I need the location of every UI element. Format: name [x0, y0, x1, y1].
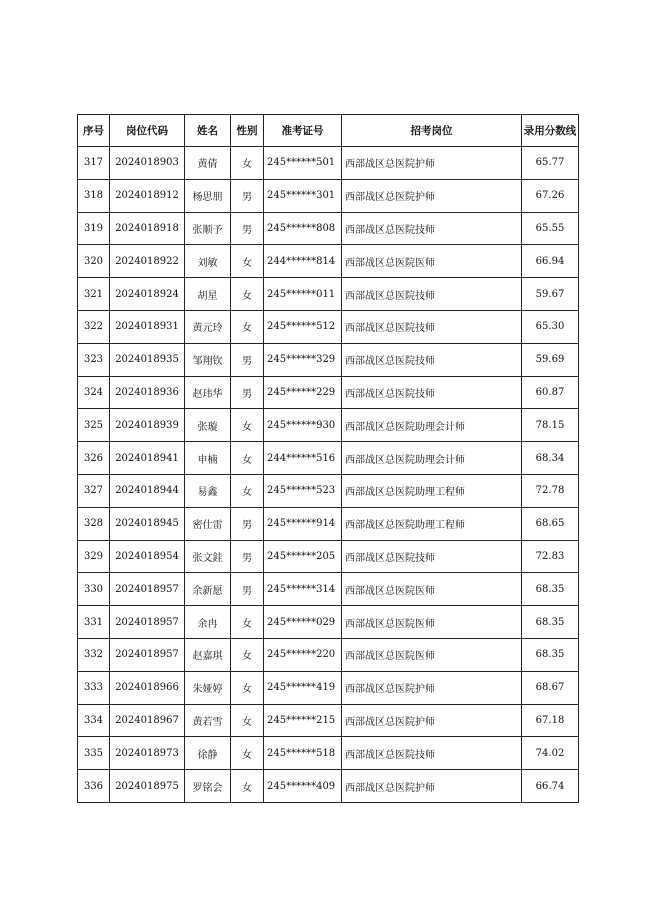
- score-cell: 78.15: [522, 409, 579, 442]
- score-cell: 68.67: [522, 671, 579, 704]
- ticket-number-cell: 245******314: [264, 573, 342, 606]
- table-row: [78, 409, 579, 442]
- gender-cell: 女: [231, 638, 264, 671]
- serial-cell: 329: [78, 540, 110, 573]
- post-code-cell: 2024018945: [110, 507, 185, 540]
- score-cell: 66.74: [522, 770, 579, 803]
- gender-cell: 男: [231, 573, 264, 606]
- position-cell: 西部战区总医院技师: [342, 540, 522, 573]
- gender-cell: 女: [231, 704, 264, 737]
- header-score-line: 录用分数线: [522, 115, 579, 147]
- ticket-number-cell: 245******011: [264, 278, 342, 311]
- table-row: [78, 638, 579, 671]
- gender-cell: 女: [231, 606, 264, 639]
- gender-cell: 男: [231, 376, 264, 409]
- ticket-number-cell: 245******512: [264, 310, 342, 343]
- gender-cell: 女: [231, 310, 264, 343]
- name-cell: 余冉: [185, 606, 231, 639]
- table-row: [78, 507, 579, 540]
- ticket-number-cell: 245******501: [264, 147, 342, 180]
- name-cell: 张文銈: [185, 540, 231, 573]
- table-row: [78, 343, 579, 376]
- serial-cell: 333: [78, 671, 110, 704]
- score-cell: 65.55: [522, 212, 579, 245]
- table-row: [78, 606, 579, 639]
- table-row: [78, 179, 579, 212]
- position-cell: 西部战区总医院护师: [342, 179, 522, 212]
- header-ticket-number: 准考证号: [264, 115, 342, 147]
- gender-cell: 男: [231, 507, 264, 540]
- ticket-number-cell: 245******229: [264, 376, 342, 409]
- score-cell: 74.02: [522, 737, 579, 770]
- serial-cell: 321: [78, 278, 110, 311]
- name-cell: 刘敏: [185, 245, 231, 278]
- name-cell: 邹翔钦: [185, 343, 231, 376]
- gender-cell: 女: [231, 409, 264, 442]
- ticket-number-cell: 244******516: [264, 442, 342, 475]
- table-row: [78, 704, 579, 737]
- position-cell: 西部战区总医院护师: [342, 147, 522, 180]
- post-code-cell: 2024018939: [110, 409, 185, 442]
- post-code-cell: 2024018957: [110, 638, 185, 671]
- post-code-cell: 2024018944: [110, 474, 185, 507]
- serial-cell: 335: [78, 737, 110, 770]
- serial-cell: 320: [78, 245, 110, 278]
- ticket-number-cell: 245******215: [264, 704, 342, 737]
- score-cell: 68.35: [522, 573, 579, 606]
- score-cell: 60.87: [522, 376, 579, 409]
- score-cell: 68.65: [522, 507, 579, 540]
- score-cell: 67.18: [522, 704, 579, 737]
- table-row: [78, 540, 579, 573]
- ticket-number-cell: 245******329: [264, 343, 342, 376]
- position-cell: 西部战区总医院助理工程师: [342, 474, 522, 507]
- serial-cell: 322: [78, 310, 110, 343]
- header-name: 姓名: [185, 115, 231, 147]
- score-cell: 66.94: [522, 245, 579, 278]
- table-row: [78, 245, 579, 278]
- table-row: [78, 442, 579, 475]
- serial-cell: 336: [78, 770, 110, 803]
- post-code-cell: 2024018941: [110, 442, 185, 475]
- score-cell: 68.35: [522, 606, 579, 639]
- gender-cell: 女: [231, 671, 264, 704]
- serial-cell: 317: [78, 147, 110, 180]
- score-cell: 59.67: [522, 278, 579, 311]
- gender-cell: 女: [231, 770, 264, 803]
- name-cell: 黄倩: [185, 147, 231, 180]
- header-gender: 性别: [231, 115, 264, 147]
- name-cell: 张顺予: [185, 212, 231, 245]
- gender-cell: 女: [231, 442, 264, 475]
- position-cell: 西部战区总医院护师: [342, 671, 522, 704]
- ticket-number-cell: 245******914: [264, 507, 342, 540]
- score-cell: 65.77: [522, 147, 579, 180]
- position-cell: 西部战区总医院护师: [342, 704, 522, 737]
- name-cell: 胡星: [185, 278, 231, 311]
- name-cell: 易鑫: [185, 474, 231, 507]
- table-row: [78, 278, 579, 311]
- post-code-cell: 2024018922: [110, 245, 185, 278]
- gender-cell: 男: [231, 343, 264, 376]
- position-cell: 西部战区总医院医师: [342, 245, 522, 278]
- table-row: [78, 147, 579, 180]
- post-code-cell: 2024018903: [110, 147, 185, 180]
- ticket-number-cell: 245******808: [264, 212, 342, 245]
- score-cell: 67.26: [522, 179, 579, 212]
- ticket-number-cell: 245******220: [264, 638, 342, 671]
- serial-cell: 319: [78, 212, 110, 245]
- name-cell: 余新愿: [185, 573, 231, 606]
- post-code-cell: 2024018975: [110, 770, 185, 803]
- post-code-cell: 2024018966: [110, 671, 185, 704]
- name-cell: 黄元玲: [185, 310, 231, 343]
- table-row: [78, 671, 579, 704]
- ticket-number-cell: 245******301: [264, 179, 342, 212]
- score-cell: 65.30: [522, 310, 579, 343]
- serial-cell: 334: [78, 704, 110, 737]
- ticket-number-cell: 245******419: [264, 671, 342, 704]
- ticket-number-cell: 245******523: [264, 474, 342, 507]
- post-code-cell: 2024018931: [110, 310, 185, 343]
- serial-cell: 332: [78, 638, 110, 671]
- post-code-cell: 2024018957: [110, 573, 185, 606]
- table-row: [78, 310, 579, 343]
- gender-cell: 女: [231, 737, 264, 770]
- serial-cell: 330: [78, 573, 110, 606]
- results-table: [77, 114, 579, 803]
- post-code-cell: 2024018967: [110, 704, 185, 737]
- name-cell: 罗铭会: [185, 770, 231, 803]
- name-cell: 密仕雷: [185, 507, 231, 540]
- name-cell: 赵嘉琪: [185, 638, 231, 671]
- post-code-cell: 2024018924: [110, 278, 185, 311]
- serial-cell: 327: [78, 474, 110, 507]
- name-cell: 黄若雪: [185, 704, 231, 737]
- ticket-number-cell: 244******814: [264, 245, 342, 278]
- position-cell: 西部战区总医院技师: [342, 212, 522, 245]
- ticket-number-cell: 245******518: [264, 737, 342, 770]
- serial-cell: 325: [78, 409, 110, 442]
- score-cell: 68.34: [522, 442, 579, 475]
- serial-cell: 328: [78, 507, 110, 540]
- position-cell: 西部战区总医院护师: [342, 770, 522, 803]
- score-cell: 72.83: [522, 540, 579, 573]
- post-code-cell: 2024018912: [110, 179, 185, 212]
- post-code-cell: 2024018935: [110, 343, 185, 376]
- position-cell: 西部战区总医院医师: [342, 638, 522, 671]
- table-row: [78, 376, 579, 409]
- gender-cell: 女: [231, 474, 264, 507]
- post-code-cell: 2024018954: [110, 540, 185, 573]
- name-cell: 朱娅婷: [185, 671, 231, 704]
- gender-cell: 女: [231, 147, 264, 180]
- name-cell: 张璇: [185, 409, 231, 442]
- post-code-cell: 2024018936: [110, 376, 185, 409]
- serial-cell: 323: [78, 343, 110, 376]
- gender-cell: 女: [231, 245, 264, 278]
- score-cell: 72.78: [522, 474, 579, 507]
- header-post-code: 岗位代码: [110, 115, 185, 147]
- table-row: [78, 474, 579, 507]
- ticket-number-cell: 245******930: [264, 409, 342, 442]
- post-code-cell: 2024018918: [110, 212, 185, 245]
- header-row: [78, 115, 579, 147]
- gender-cell: 男: [231, 540, 264, 573]
- position-cell: 西部战区总医院助理会计师: [342, 442, 522, 475]
- position-cell: 西部战区总医院技师: [342, 310, 522, 343]
- table-row: [78, 573, 579, 606]
- gender-cell: 男: [231, 179, 264, 212]
- serial-cell: 331: [78, 606, 110, 639]
- serial-cell: 324: [78, 376, 110, 409]
- score-cell: 68.35: [522, 638, 579, 671]
- gender-cell: 女: [231, 278, 264, 311]
- table-row: [78, 737, 579, 770]
- ticket-number-cell: 245******029: [264, 606, 342, 639]
- ticket-number-cell: 245******409: [264, 770, 342, 803]
- ticket-number-cell: 245******205: [264, 540, 342, 573]
- position-cell: 西部战区总医院助理会计师: [342, 409, 522, 442]
- post-code-cell: 2024018957: [110, 606, 185, 639]
- name-cell: 徐静: [185, 737, 231, 770]
- serial-cell: 318: [78, 179, 110, 212]
- position-cell: 西部战区总医院医师: [342, 573, 522, 606]
- post-code-cell: 2024018973: [110, 737, 185, 770]
- name-cell: 赵玮华: [185, 376, 231, 409]
- position-cell: 西部战区总医院医师: [342, 606, 522, 639]
- position-cell: 西部战区总医院助理工程师: [342, 507, 522, 540]
- position-cell: 西部战区总医院技师: [342, 737, 522, 770]
- table-row: [78, 212, 579, 245]
- table-row: [78, 770, 579, 803]
- position-cell: 西部战区总医院技师: [342, 278, 522, 311]
- score-cell: 59.69: [522, 343, 579, 376]
- header-serial: 序号: [78, 115, 110, 147]
- serial-cell: 326: [78, 442, 110, 475]
- name-cell: 杨思朋: [185, 179, 231, 212]
- position-cell: 西部战区总医院技师: [342, 376, 522, 409]
- name-cell: 申楠: [185, 442, 231, 475]
- position-cell: 西部战区总医院技师: [342, 343, 522, 376]
- header-position: 招考岗位: [342, 115, 522, 147]
- gender-cell: 男: [231, 212, 264, 245]
